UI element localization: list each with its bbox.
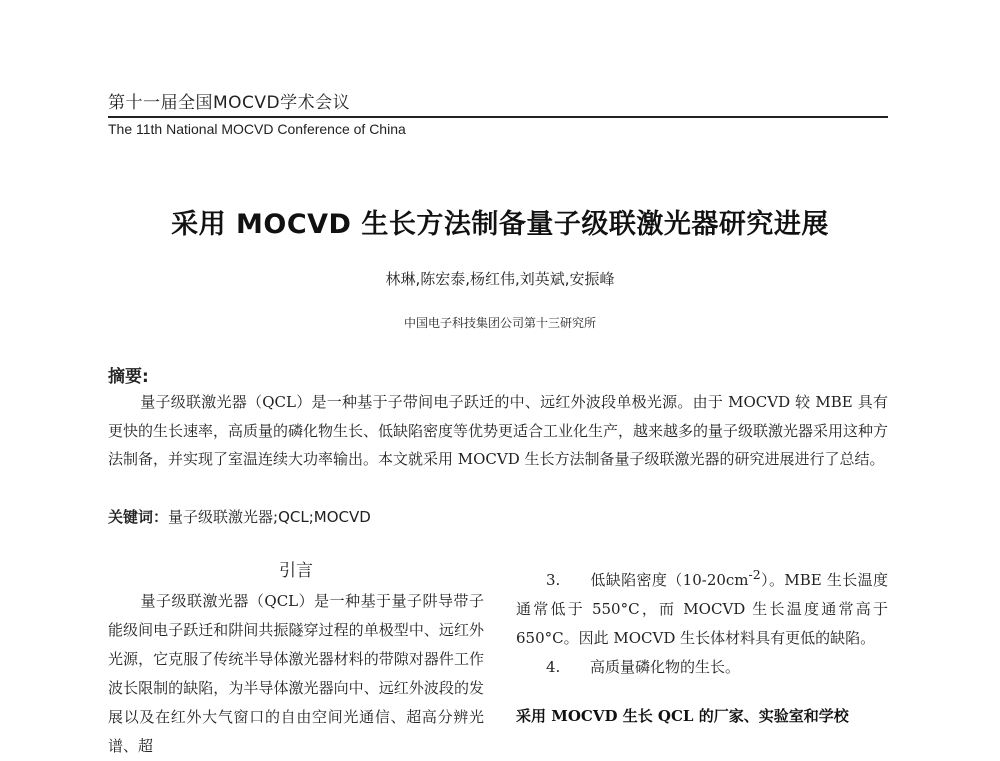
keywords-label: 关键词： <box>108 508 169 526</box>
header-divider <box>108 116 888 118</box>
item-4-text: 高质量磷化物的生长。 <box>590 658 741 676</box>
conference-title-en: The 11th National MOCVD Conference of China <box>108 121 406 137</box>
item-4-number: 4. <box>546 658 561 676</box>
item-3-superscript: -2 <box>748 567 761 582</box>
conference-title-cn: 第十一届全国MOCVD学术会议 <box>108 93 351 113</box>
keywords-value: 量子级联激光器;QCL;MOCVD <box>168 508 371 526</box>
intro-text: 量子级联激光器（QCL）是一种基于量子阱导带子能级间电子跃迁和阱间共振隧穿过程的单极型中、远红外光源，它克服了传统半导体激光器材料的带隙对器件工作波长限制的缺陷，为半导体激光器向中、远红外波段的发展以及在红外大气窗口的自由空间光通信、超高分辨光谱、超 <box>108 592 484 755</box>
intro-heading: 引言 <box>279 561 313 581</box>
abstract-body <box>108 388 888 474</box>
item-3-text-b: ）。MBE 生长温度通常低于 550°C，而 MOCVD 生长温度通常高于 650°C。因此 MOCVD 生长体材料具有更低的缺陷。 <box>516 571 888 647</box>
list-item-3 <box>516 560 888 653</box>
intro-paragraph <box>108 587 484 761</box>
list-item-4 <box>516 653 888 682</box>
item-3-text-a: 低缺陷密度（10-20cm <box>590 571 749 589</box>
paper-authors: 林琳,陈宏泰,杨红伟,刘英斌,安振峰 <box>385 270 615 288</box>
paper-affiliation: 中国电子科技集团公司第十三研究所 <box>403 316 596 330</box>
item-3-number: 3. <box>546 571 561 589</box>
abstract-text: 量子级联激光器（QCL）是一种基于子带间电子跃迁的中、远红外波段单极光源。由于 MOCVD 较 MBE 具有更快的生长速率，高质量的磷化物生长、低缺陷密度等优势更适合工业化生产，越来越多的量子级联激光器采用这种方法制备，并实现了室温连续大功率输出。本文就采用 MOCVD 生长方法制备量子级联激光器的研究进展进行了总结。 <box>108 393 889 468</box>
paper-title: 采用 MOCVD 生长方法制备量子级联激光器研究进展 <box>171 209 829 240</box>
keywords-line <box>108 506 371 527</box>
right-column <box>516 560 888 731</box>
left-column <box>108 556 484 761</box>
section-subheading: 采用 MOCVD 生长 QCL 的厂家、实验室和学校 <box>516 707 849 725</box>
abstract-heading: 摘要: <box>108 367 149 387</box>
